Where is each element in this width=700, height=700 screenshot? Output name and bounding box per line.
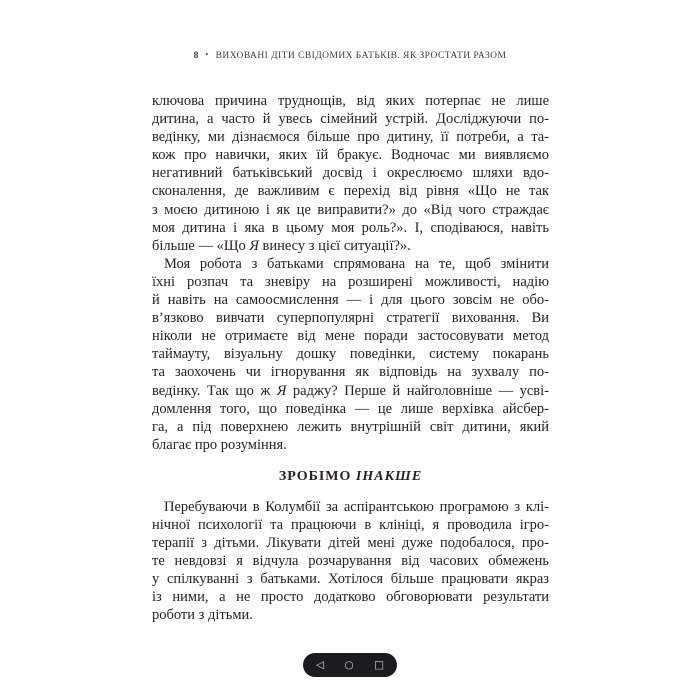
section-heading <box>152 468 549 485</box>
header-bullet-separator: • <box>205 50 209 59</box>
text-line: га, а під поверхнею лежить внутрішній світ дитини, який <box>152 418 549 435</box>
text-line: у спілкуванні з батьками. Хотілося більше працювати якраз <box>152 571 549 588</box>
section-heading-normal: ЗРОБІМО <box>278 468 352 484</box>
text-line: таймауту, візуальну дошку поведінки, систему покарань <box>152 346 549 363</box>
text-line: й навіть на самоосмислення — і для цього зовсім не обо- <box>152 292 549 309</box>
text-line: дитина, а часто й увесь сімейний устрій. Досліджуючи по- <box>152 111 549 128</box>
paragraph <box>152 498 549 625</box>
text-line: роботи з дітьми. <box>152 607 253 624</box>
text-line: з моєю дитиною і як це виправити?» до «Від чого страждає <box>152 201 549 218</box>
text-line: Перебуваючи в Колумбії за аспірантською програмою з клі- <box>164 498 549 515</box>
paragraphs-before-heading <box>152 92 549 454</box>
text-column <box>152 92 549 625</box>
page-header <box>0 51 700 61</box>
text-line: ведінку, ми дізнаємося більше про дитину, її потреби, а та- <box>152 129 549 146</box>
text-line: терапії з дітьми. Лікувати дітей мені дуже подобалося, про- <box>152 535 549 552</box>
text-line: сконалення, де важливим є перехід від рівня «Що не так <box>152 183 549 200</box>
text-line: ніколи не отримаєте від мене поради застосовувати метод <box>152 328 549 345</box>
back-icon[interactable]: ◁ <box>316 658 325 671</box>
text-line: та заохочень чи ігнорування як відповідь на зухвалу по- <box>152 364 549 381</box>
paragraphs-after-heading <box>152 498 549 625</box>
text-line: ключова причина труднощів, від яких потерпає не лише <box>152 93 549 109</box>
page-number: 8 <box>193 51 199 61</box>
text-line: ведінку. Так що ж Я раджу? Перше й найголовніше — усві- <box>152 382 549 399</box>
text-line: негативний батьківський досвід і окреслюємо шляхи вдо- <box>152 165 549 182</box>
section-heading-italic: ІНАКШЕ <box>355 468 423 484</box>
running-title: ВИХОВАНІ ДІТИ СВІДОМИХ БАТЬКІВ. ЯК ЗРОСТАТИ РАЗОМ <box>215 51 507 61</box>
text-line: нічної психології та працюючи в клініці, я проводила ігро- <box>152 516 549 533</box>
text-line: моя дитина і яка в цьому моя роль?». І, сподіваюся, навіть <box>152 219 549 236</box>
text-line: в’язково вивчати суперпопулярні стратегії виховання. Ви <box>152 310 549 327</box>
recents-icon[interactable]: □ <box>374 658 384 671</box>
text-line: домлення того, що поведінка — це лише верхівка айсбер- <box>152 400 549 417</box>
text-line: благає про розуміння. <box>152 436 287 453</box>
text-line: їхні розпач та зневіру на розширені можливості, надію <box>152 273 549 290</box>
text-line: Моя робота з батьками спрямована на те, щоб змінити <box>164 255 549 272</box>
android-navigation-pill[interactable] <box>303 653 397 677</box>
text-line: кож про навички, яких їй бракує. Водночас ми виявляємо <box>152 147 549 164</box>
home-icon[interactable]: ○ <box>344 658 354 671</box>
text-line: те невдовзі я відчула розчарування від часових обмежень <box>152 553 549 570</box>
text-line: із ними, а не просто додатково обговорювати результати <box>152 589 549 606</box>
text-line: більше — «Що Я винесу з цієї ситуації?». <box>152 237 411 254</box>
paragraph <box>152 255 549 454</box>
paragraph <box>152 92 549 255</box>
